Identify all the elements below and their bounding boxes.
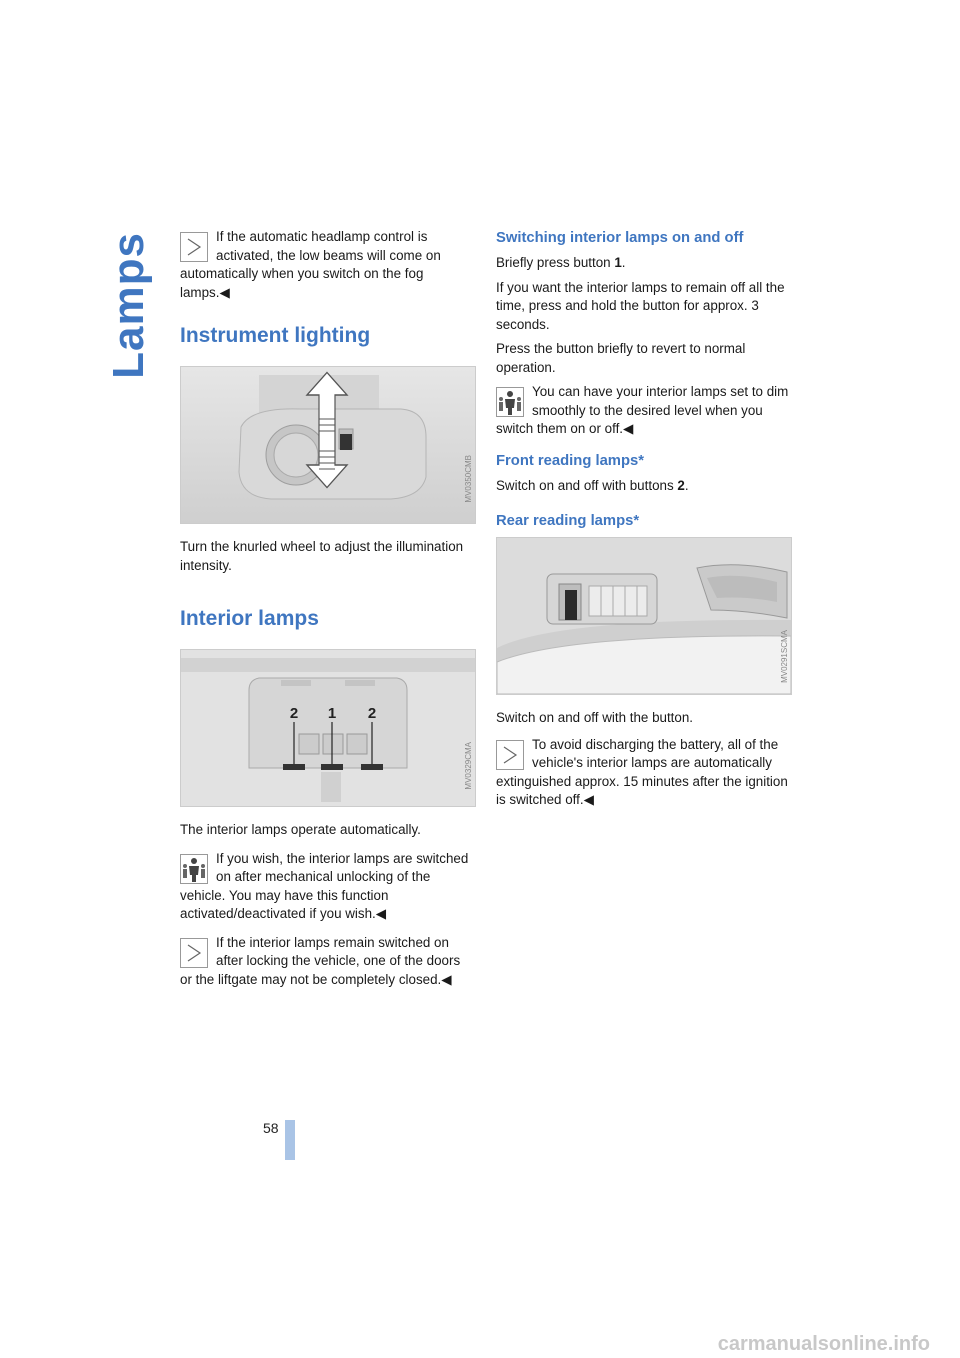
switching-text-1 [496, 254, 790, 273]
page-bar [285, 1120, 295, 1160]
interior-lamps-text: The interior lamps operate automatically. [180, 822, 421, 837]
bold-ref: 1 [614, 255, 622, 270]
note-text: If the automatic headlamp control is activated, the low beams will come on automatically when you switch on the fog lamps.◀ [180, 229, 441, 300]
image-code: MV0291SCMA [780, 630, 789, 683]
caution-triangle-icon [496, 740, 524, 770]
note-text: You can have your interior lamps set to dim smoothly to the desired level when you switch them on or off.◀ [496, 384, 789, 436]
image-code: MV0350CMB [464, 455, 473, 503]
switching-text-3: Press the button briefly to revert to normal operation. [496, 341, 746, 375]
note-tip-dim [496, 383, 790, 439]
text-span: . [684, 477, 689, 493]
caution-triangle-icon [180, 232, 208, 262]
image-code: MV0329CMA [464, 742, 473, 790]
callout-label-2-left: 2 [289, 705, 299, 722]
bold-ref: 2 [677, 477, 685, 493]
heading-instrument-lighting: Instrument lighting [180, 324, 371, 347]
rear-reading-lamp-illustration [496, 537, 792, 695]
heading-rear-reading-lamps: Rear reading lamps* [496, 513, 640, 529]
interior-lamps-illustration [180, 649, 476, 807]
watermark: carmanualsonline.info [717, 1333, 930, 1355]
left-column [180, 228, 474, 999]
callout-label-1: 1 [327, 705, 337, 722]
text-span: . [621, 255, 626, 270]
note-text: If you wish, the interior lamps are switched on after mechanical unlocking of the vehicle. You may have this function activated/deactivated if you wish.◀ [180, 850, 469, 921]
text-span: Briefly press button [496, 255, 615, 270]
people-tip-icon [496, 387, 524, 417]
page-number: 58 [263, 1120, 279, 1136]
people-tip-icon [180, 854, 208, 884]
note-caution-battery [496, 736, 790, 810]
chapter-title: Lamps [104, 232, 153, 379]
rear-lamp-illustration [497, 538, 791, 694]
light-switch-illustration [181, 367, 475, 523]
rear-reading-text: Switch on and off with the button. [496, 710, 694, 725]
overhead-console-illustration [181, 650, 475, 806]
caution-triangle-icon [180, 938, 208, 968]
note-caution-fog [180, 228, 474, 302]
front-reading-text [496, 477, 790, 496]
right-column [496, 228, 790, 820]
heading-interior-lamps: Interior lamps [180, 607, 319, 630]
callout-label-2-right: 2 [367, 705, 377, 722]
switching-text-2: If you want the interior lamps to remain off all the time, press and hold the button for approx. 3 seconds. [496, 279, 785, 332]
heading-switching-interior-lamps: Switching interior lamps on and off [496, 230, 744, 246]
instrument-lighting-illustration [180, 366, 476, 524]
heading-front-reading-lamps: Front reading lamps* [496, 452, 644, 469]
note-text: To avoid discharging the battery, all of the vehicle's interior lamps are automatically extinguished approx. 15 minutes after the ignition is switched off.◀ [496, 736, 788, 807]
note-tip-unlocking [180, 850, 474, 924]
instrument-lighting-text: Turn the knurled wheel to adjust the illumination intensity. [180, 539, 464, 573]
note-caution-doors [180, 934, 474, 990]
note-text: If the interior lamps remain switched on after locking the vehicle, one of the doors or the liftgate may not be completely closed.◀ [180, 934, 461, 987]
text-span: Switch on and off with buttons [496, 477, 678, 493]
